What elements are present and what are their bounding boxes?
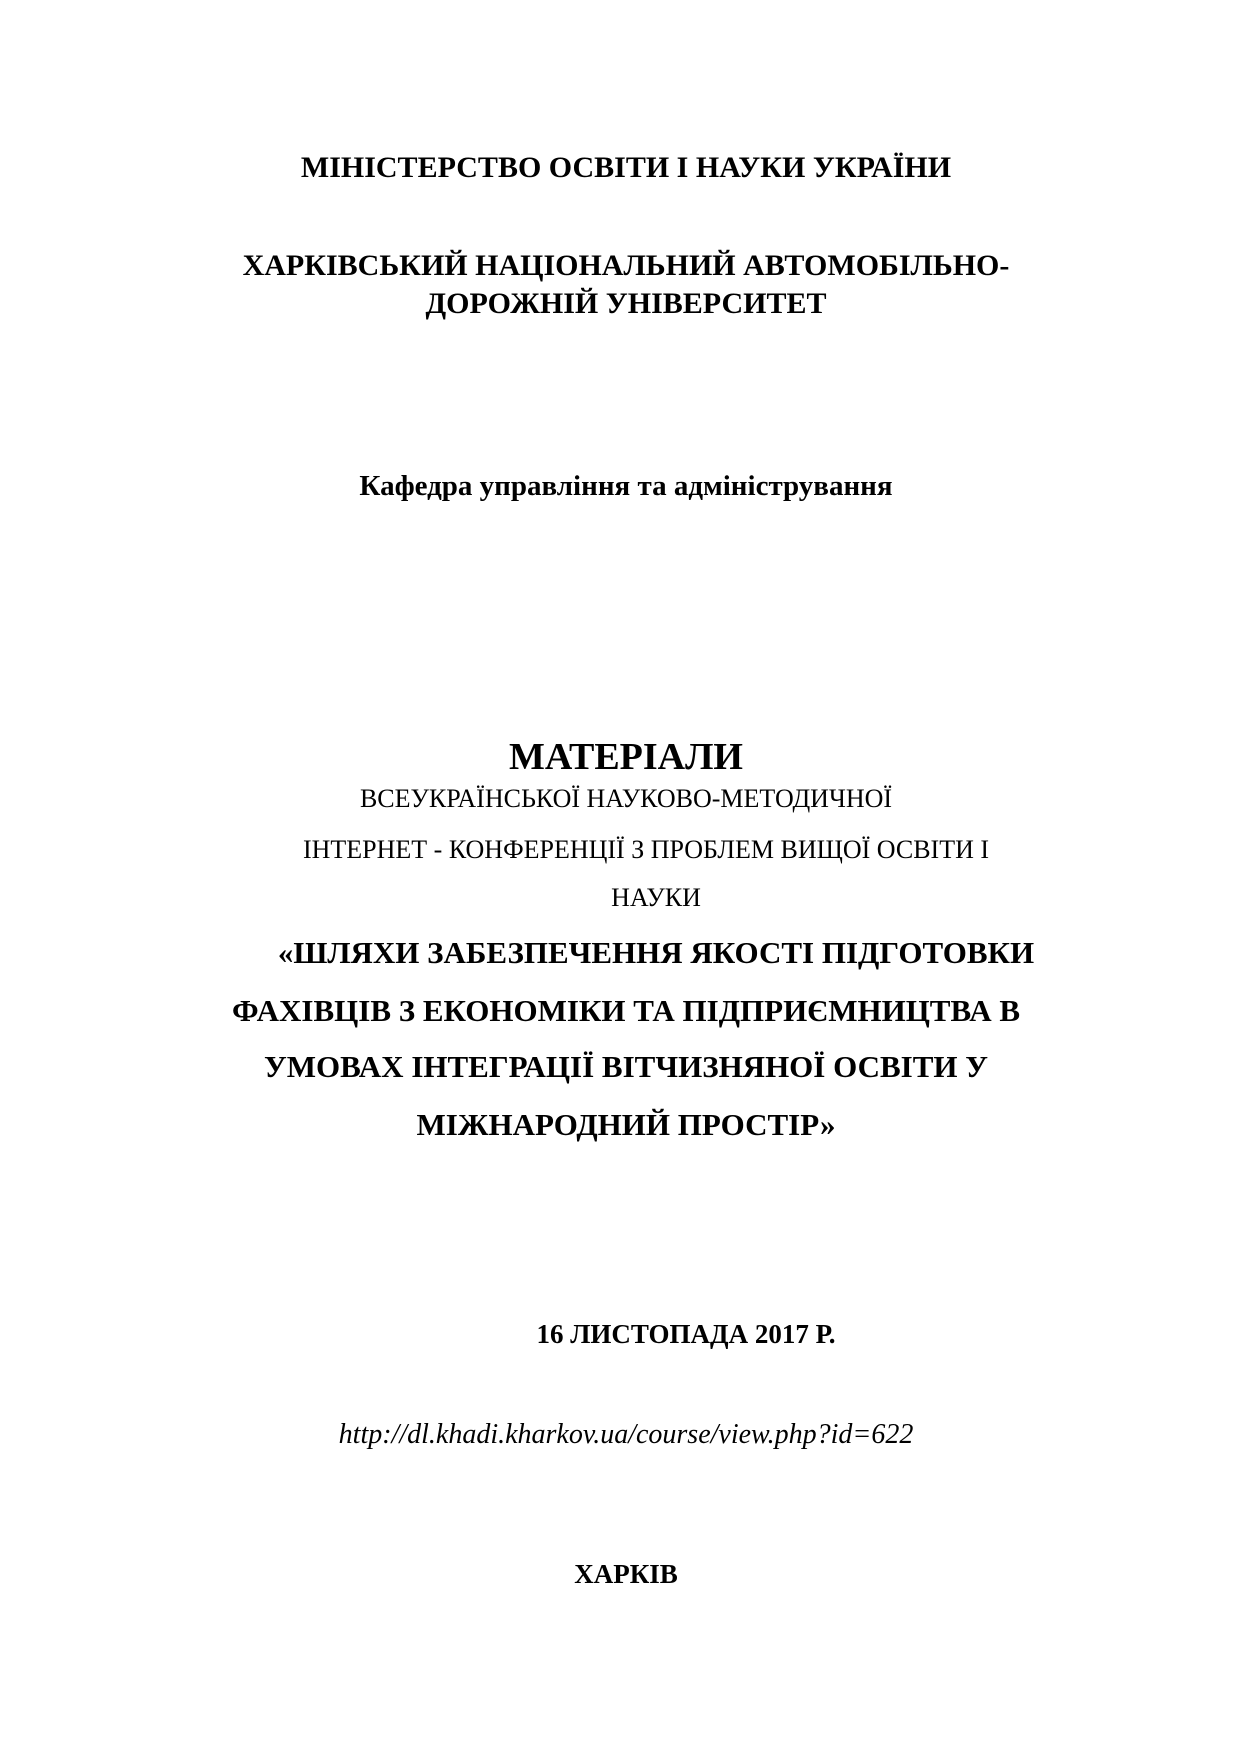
university-name-line1: ХАРКІВСЬКИЙ НАЦІОНАЛЬНИЙ АВТОМОБІЛЬНО- bbox=[242, 249, 1010, 282]
conference-title-line: «ШЛЯХИ ЗАБЕЗПЕЧЕННЯ ЯКОСТІ ПІДГОТОВКИ bbox=[277, 935, 1035, 970]
conference-title-line: МІЖНАРОДНИЙ ПРОСТІР» bbox=[416, 1107, 836, 1142]
ministry-name: МІНІСТЕРСТВО ОСВІТИ І НАУКИ УКРАЇНИ bbox=[300, 151, 952, 184]
university-name-line2: ДОРОЖНІЙ УНІВЕРСИТЕТ bbox=[425, 287, 827, 320]
department-name: Кафедра управління та адміністрування bbox=[359, 470, 893, 502]
city-name: ХАРКІВ bbox=[574, 1559, 678, 1589]
subtitle-line: НАУКИ bbox=[611, 883, 701, 912]
subtitle-line: ІНТЕРНЕТ - КОНФЕРЕНЦІЇ З ПРОБЛЕМ ВИЩОЇ ОСВІТИ І bbox=[302, 835, 990, 864]
conference-title-line: ФАХІВЦІВ З ЕКОНОМІКИ ТА ПІДПРИЄМНИЦТВА В bbox=[231, 993, 1021, 1028]
subtitle-line: ВСЕУКРАЇНСЬКОЇ НАУКОВО-МЕТОДИЧНОЇ bbox=[359, 784, 893, 813]
course-url: http://dl.khadi.kharkov.ua/course/view.php?id=622 bbox=[338, 1419, 914, 1450]
conference-date: 16 ЛИСТОПАДА 2017 Р. bbox=[536, 1319, 836, 1349]
conference-title-line: УМОВАХ ІНТЕГРАЦІЇ ВІТЧИЗНЯНОЇ ОСВІТИ У bbox=[263, 1049, 989, 1084]
materials-heading: МАТЕРІАЛИ bbox=[509, 736, 743, 778]
